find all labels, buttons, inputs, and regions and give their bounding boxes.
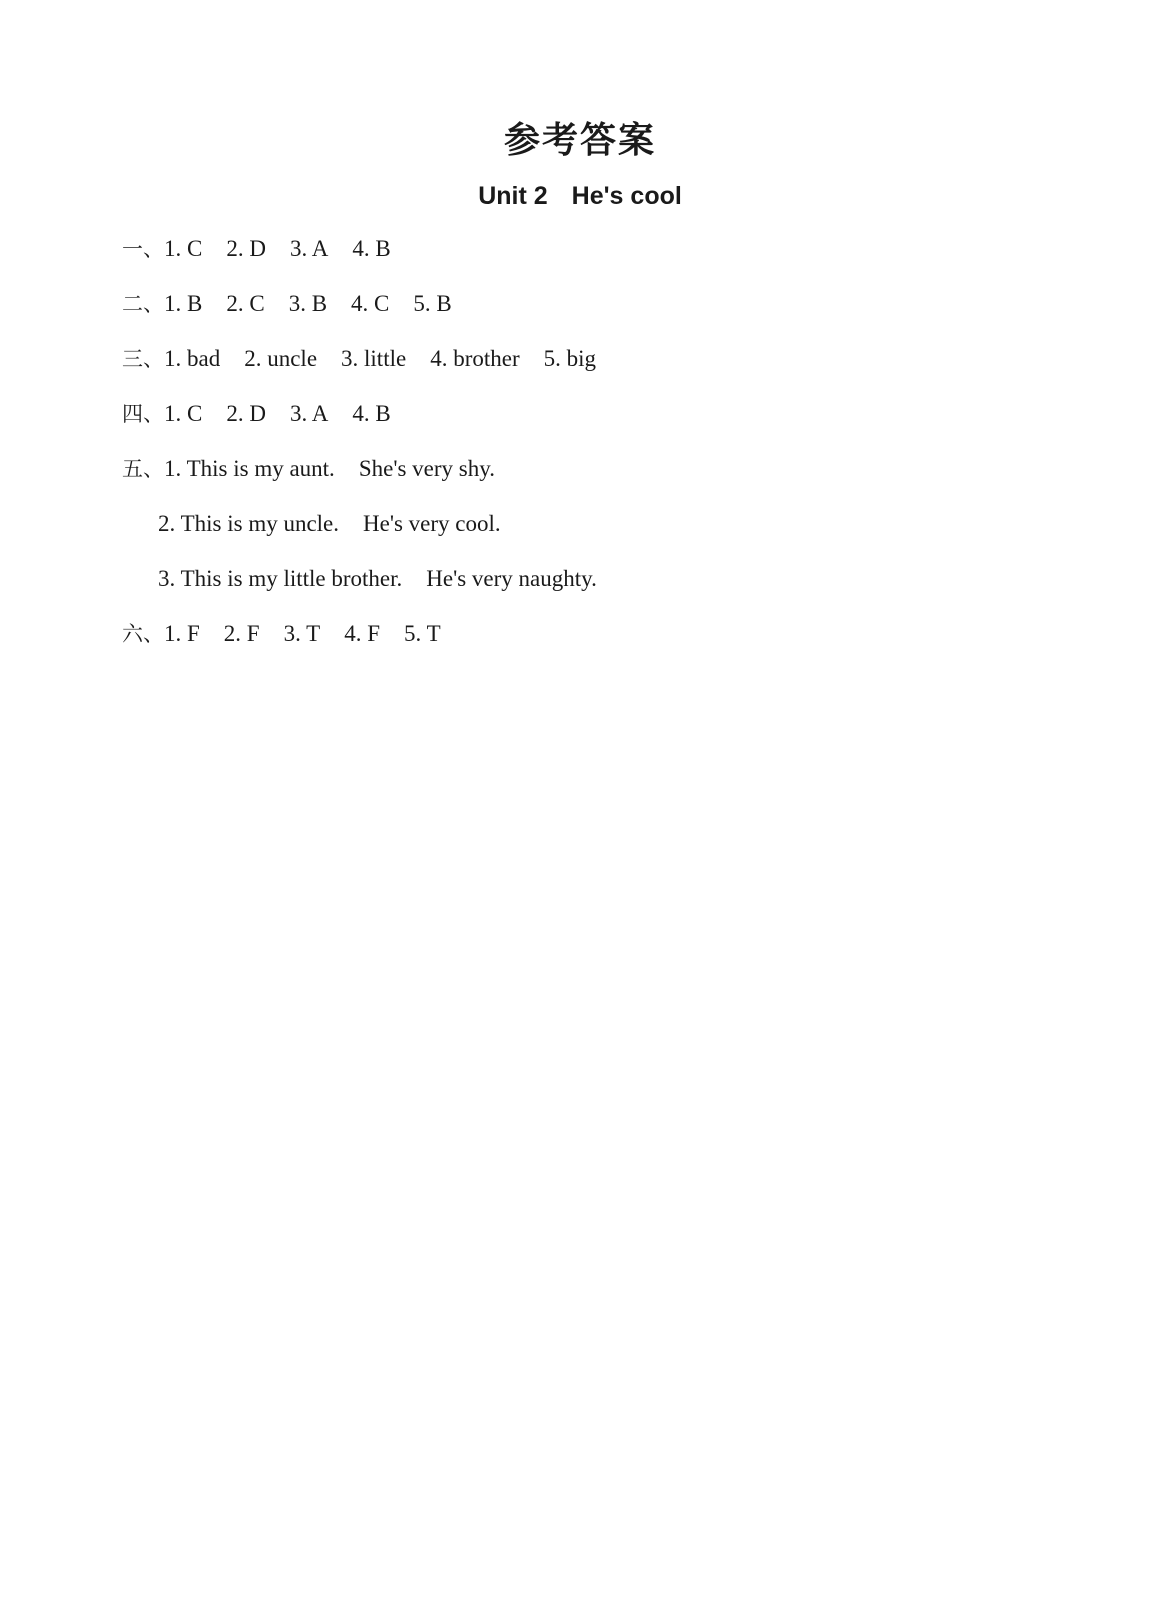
- answer-item: 1. B: [164, 291, 203, 316]
- section-5-row-3: [122, 562, 621, 617]
- answer-item: 2. D: [226, 401, 266, 426]
- section-label: 一、: [122, 237, 164, 261]
- answer-item: 5. T: [404, 621, 441, 646]
- answer-item: 1. bad: [164, 346, 221, 371]
- section-6-row: [122, 617, 621, 672]
- answer-item: 4. B: [352, 236, 391, 261]
- sentence-part: 3. This is my little brother.: [158, 566, 403, 591]
- answer-item: 2. F: [223, 621, 260, 646]
- answer-list: [122, 232, 621, 672]
- section-label: 六、: [122, 622, 164, 646]
- answer-item: 1. C: [164, 401, 203, 426]
- answer-item: 5. B: [413, 291, 452, 316]
- sentence-part: 2. This is my uncle.: [158, 511, 340, 536]
- unit-label: Unit: [478, 182, 527, 210]
- answer-item: 4. C: [351, 291, 390, 316]
- answer-item: 2. D: [226, 236, 266, 261]
- answer-item: 1. C: [164, 236, 203, 261]
- unit-number: 2: [533, 182, 548, 210]
- section-2-row: [122, 287, 621, 342]
- sentence-part: He's very naughty.: [426, 566, 597, 591]
- sentence-part: 1. This is my aunt.: [164, 456, 335, 481]
- answer-item: 4. brother: [430, 346, 520, 371]
- answer-item: 3. A: [289, 401, 329, 426]
- answer-item: 2. C: [226, 291, 265, 316]
- section-label: 二、: [122, 292, 164, 316]
- answer-item: 4. F: [344, 621, 381, 646]
- answer-item: 3. A: [289, 236, 329, 261]
- section-label: 四、: [122, 402, 164, 426]
- unit-name: He's cool: [571, 182, 682, 210]
- answer-item: 3. little: [341, 346, 407, 371]
- answer-item: 3. B: [288, 291, 328, 316]
- answer-item: 5. big: [543, 346, 597, 371]
- section-5-row-2: [122, 507, 621, 562]
- unit-title: [0, 182, 1150, 211]
- sentence-part: She's very shy.: [358, 456, 495, 481]
- section-label: 三、: [122, 347, 164, 371]
- section-1-row: [122, 232, 621, 287]
- answer-item: 2. uncle: [244, 346, 318, 371]
- section-3-row: [122, 342, 621, 397]
- page-title: 参考答案: [503, 119, 656, 161]
- answer-item: 1. F: [164, 621, 200, 646]
- sentence-part: He's very cool.: [363, 511, 501, 536]
- answer-item: 3. T: [283, 621, 321, 646]
- section-4-row: [122, 397, 621, 452]
- answer-item: 4. B: [352, 401, 391, 426]
- section-label: 五、: [122, 457, 164, 481]
- section-5-row: [122, 452, 621, 507]
